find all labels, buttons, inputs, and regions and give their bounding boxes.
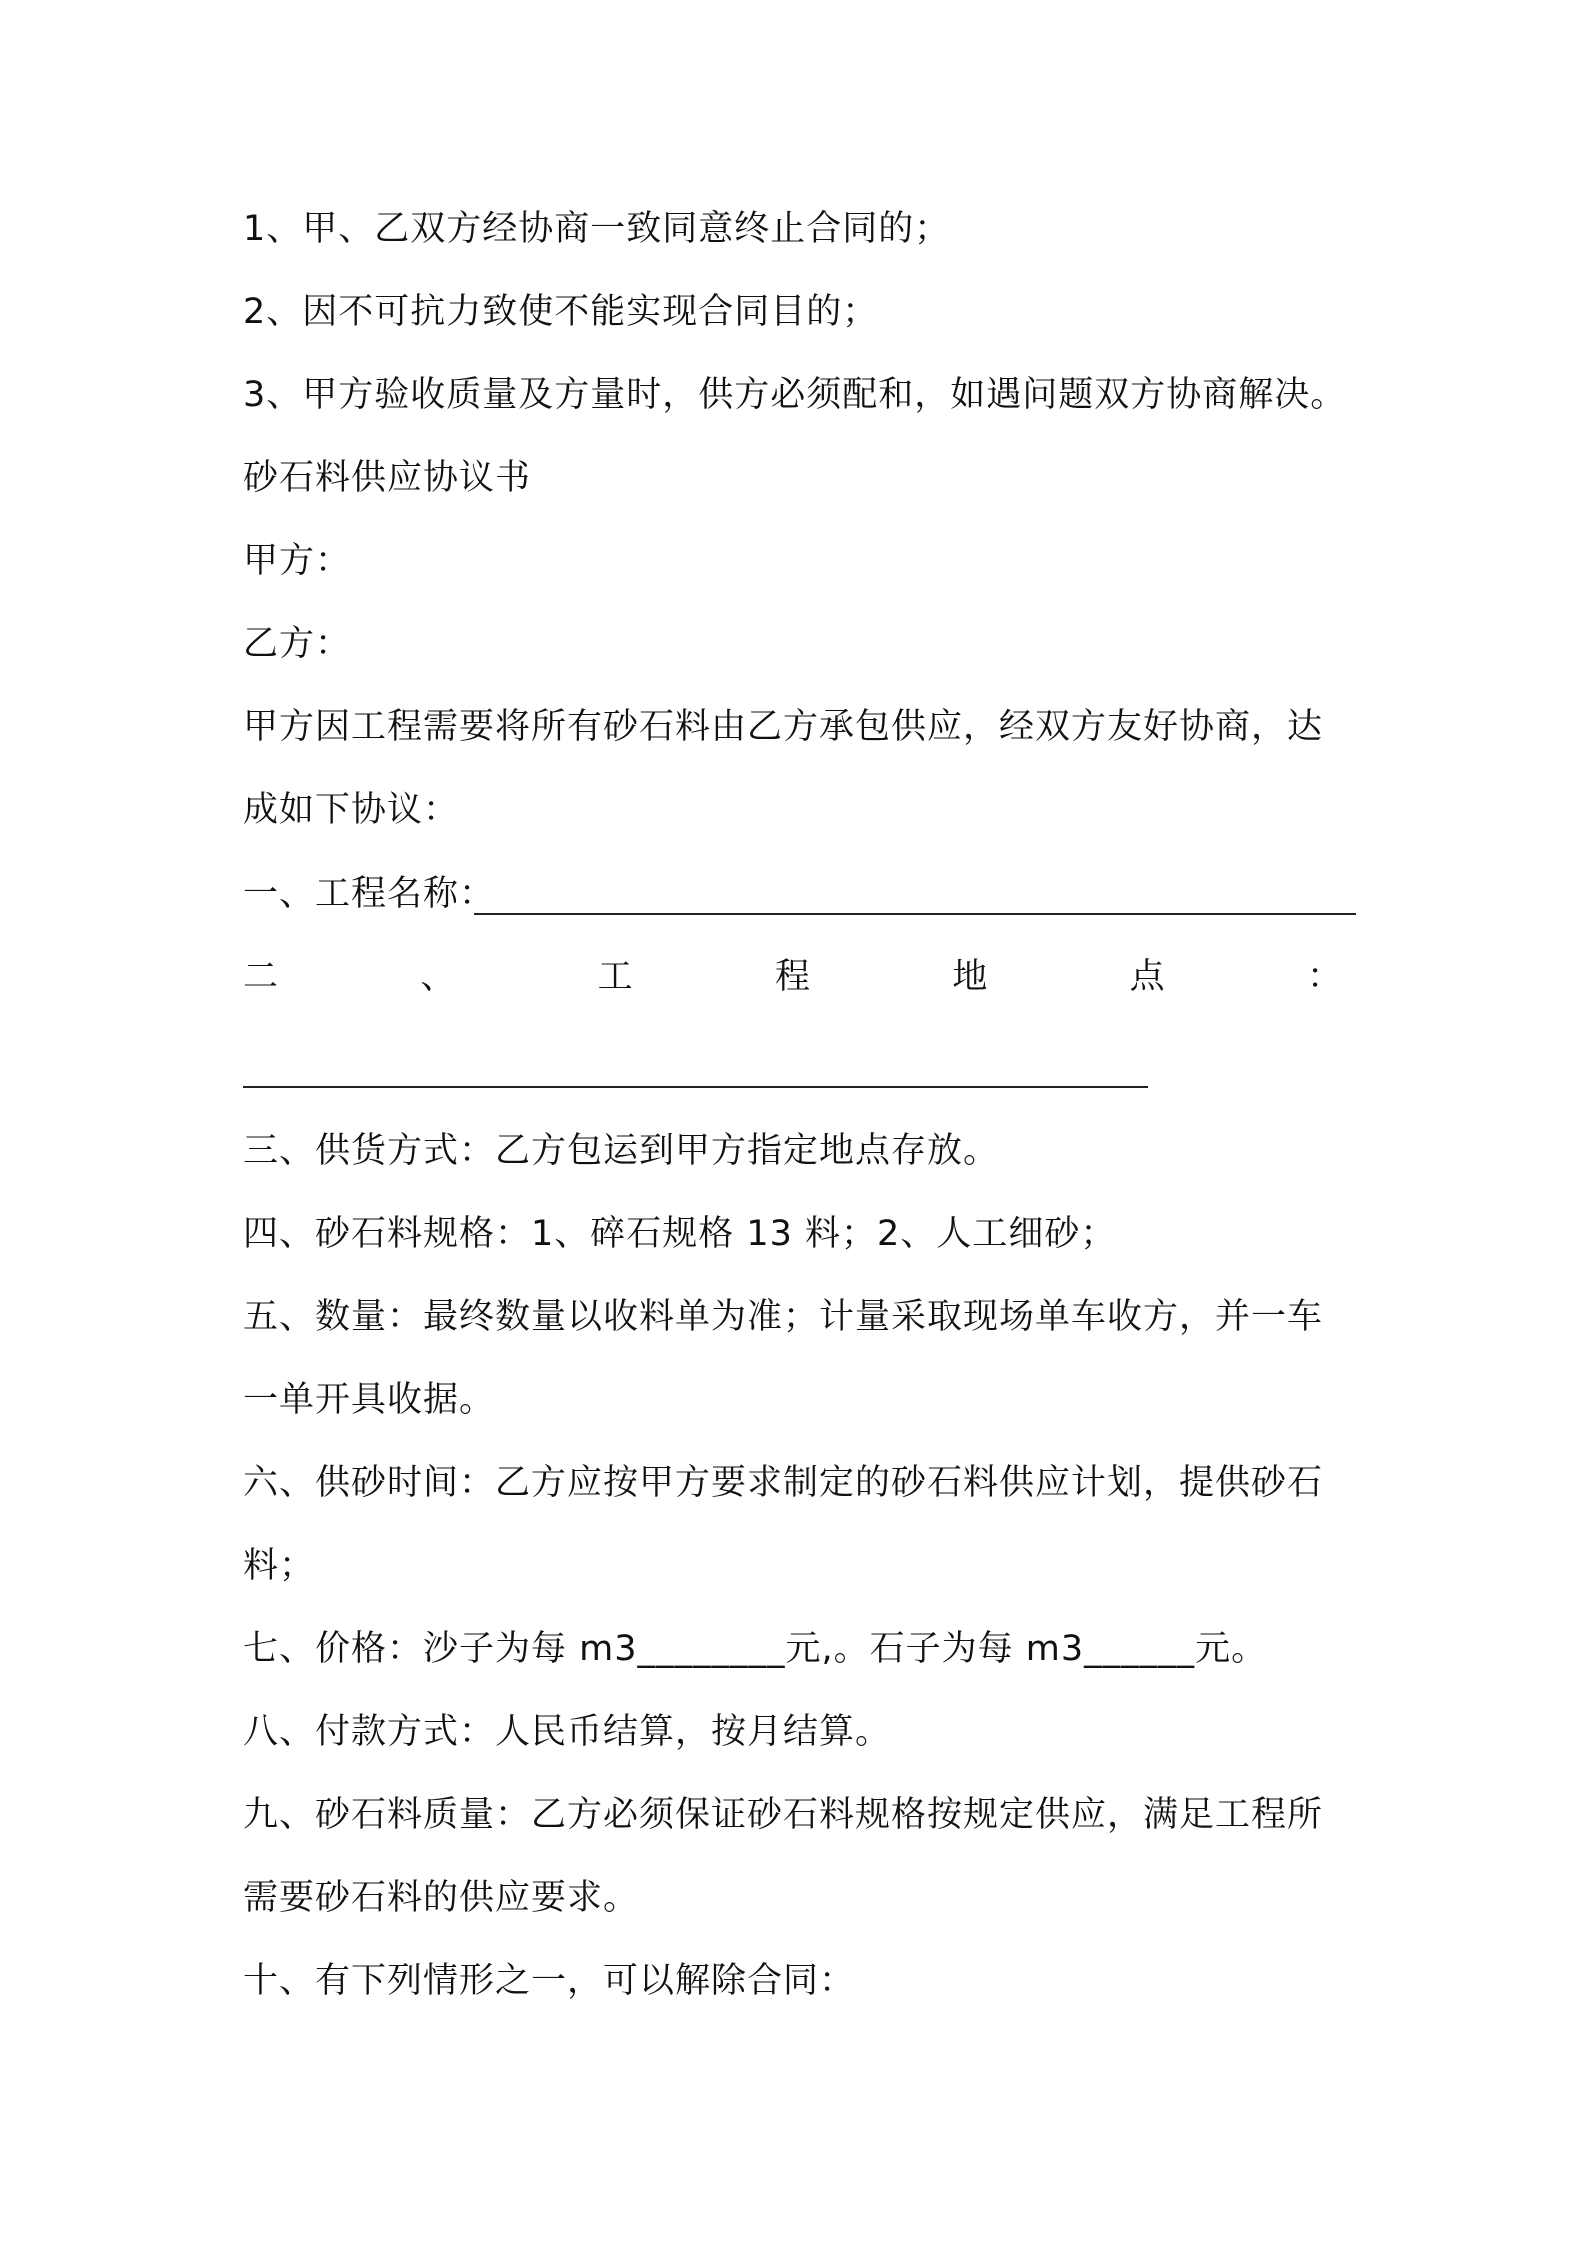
quality-line-2: 需要砂石料的供应要求。 <box>243 1878 640 1918</box>
project-location-char: 工 <box>597 957 634 997</box>
termination-clause-3: 3、甲方验收质量及方量时，供方必须配和，如遇问题双方协商解决。 <box>243 375 1347 415</box>
delivery-method: 三、供货方式：乙方包运到甲方指定地点存放。 <box>243 1131 1000 1171</box>
supply-time-line-1: 六、供砂时间：乙方应按甲方要求制定的砂石料供应计划，提供砂石 <box>243 1463 1324 1503</box>
agreement-title: 砂石料供应协议书 <box>243 458 532 498</box>
project-location-label <box>243 953 1343 1001</box>
price-clause: 七、价格：沙子为每 m3________元,。石子为每 m3______元。 <box>243 1629 1268 1669</box>
project-location-char: ： <box>1306 957 1343 997</box>
project-location-char: 、 <box>420 957 457 997</box>
party-a-label: 甲方： <box>243 541 352 581</box>
quality-line-1: 九、砂石料质量：乙方必须保证砂石料规格按规定供应，满足工程所 <box>243 1795 1324 1835</box>
party-b-label: 乙方： <box>243 624 352 664</box>
project-location-char: 二 <box>243 957 280 997</box>
material-spec: 四、砂石料规格：1、碎石规格 13 料；2、人工细砂； <box>243 1214 1117 1254</box>
preamble-line-1: 甲方因工程需要将所有砂石料由乙方承包供应，经双方友好协商，达 <box>243 707 1324 747</box>
project-name-blank <box>474 913 1356 915</box>
project-name-label: 一、工程名称： <box>243 874 496 914</box>
quantity-line-1: 五、数量：最终数量以收料单为准；计量采取现场单车收方，并一车 <box>243 1297 1324 1337</box>
project-location-char: 地 <box>952 957 989 997</box>
termination-clause-2: 2、因不可抗力致使不能实现合同目的； <box>243 292 879 332</box>
project-location-char: 程 <box>774 957 811 997</box>
project-location-char: 点 <box>1129 957 1166 997</box>
preamble-line-2: 成如下协议： <box>243 790 460 830</box>
project-location-blank <box>243 1086 1148 1088</box>
termination-heading: 十、有下列情形之一，可以解除合同： <box>243 1961 856 2001</box>
payment-method: 八、付款方式：人民币结算，按月结算。 <box>243 1712 892 1752</box>
supply-time-line-2: 料； <box>243 1546 316 1586</box>
termination-clause-1: 1、甲、乙双方经协商一致同意终止合同的； <box>243 209 951 249</box>
quantity-line-2: 一单开具收据。 <box>243 1380 496 1420</box>
